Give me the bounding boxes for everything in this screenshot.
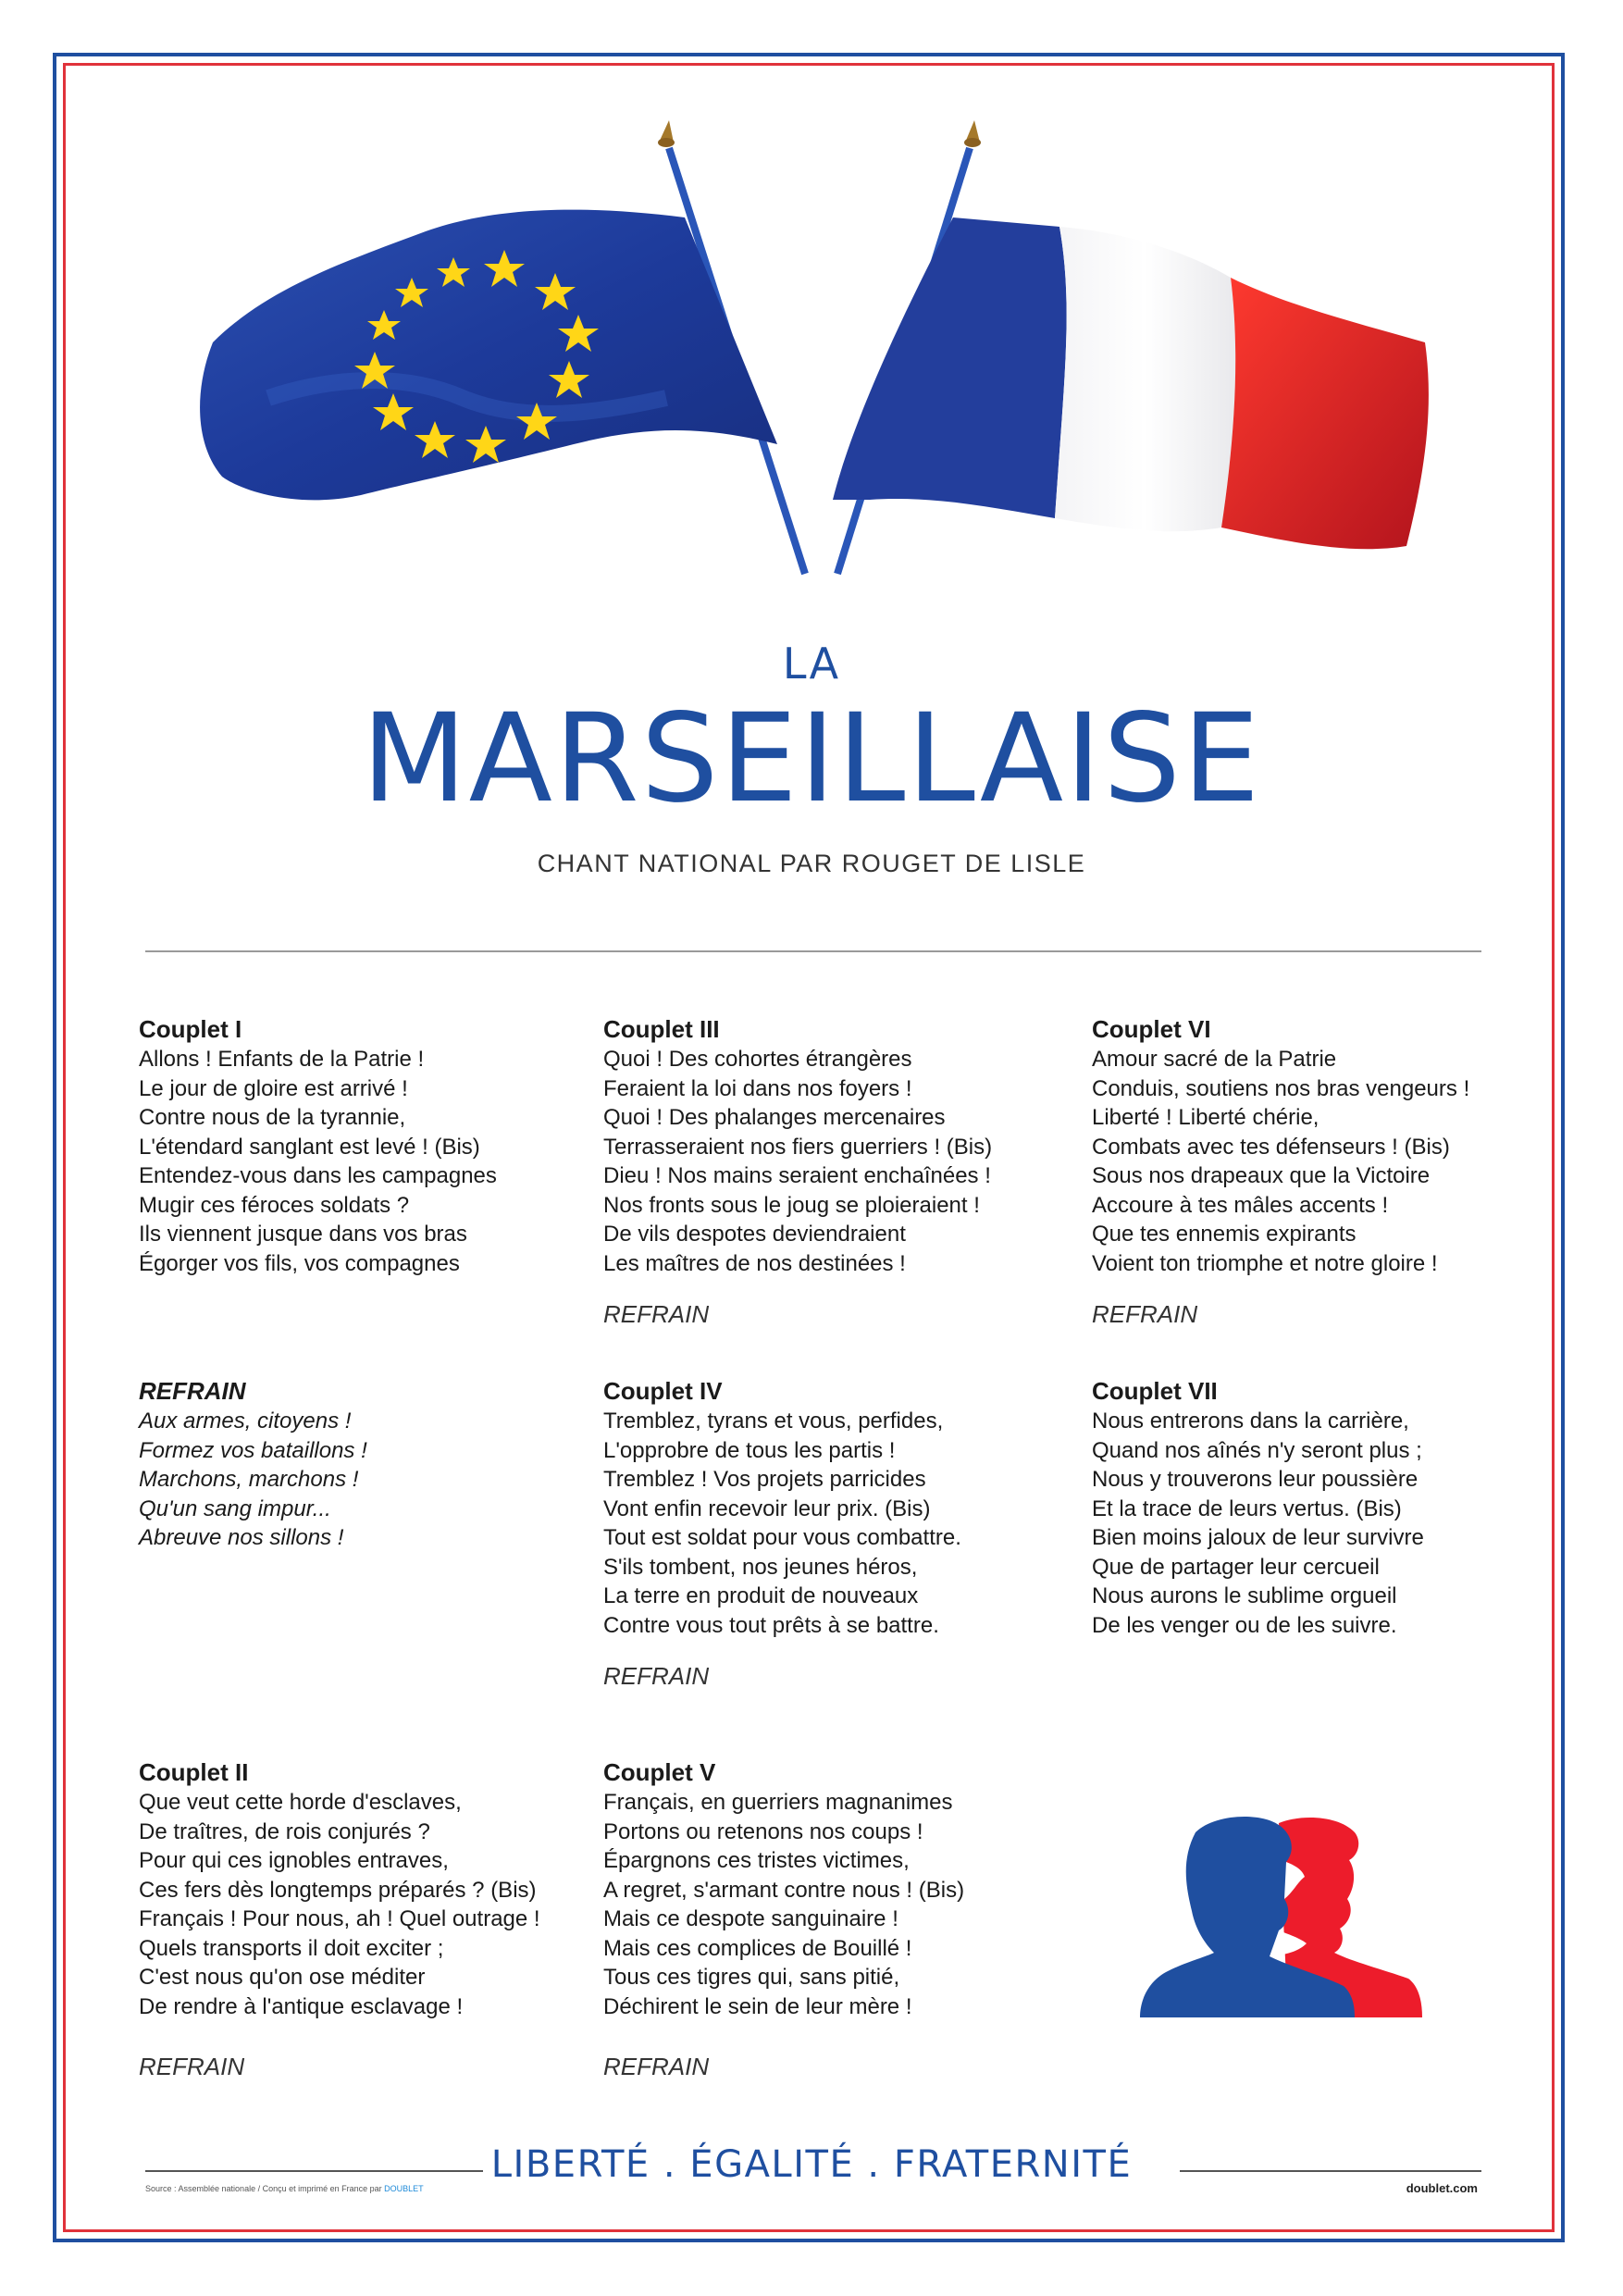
verse-line: C'est nous qu'on ose méditer xyxy=(139,1965,426,1990)
verse-line: Dieu ! Nos mains seraient enchaînées ! xyxy=(603,1163,991,1188)
refrain-tag: REFRAIN xyxy=(1092,1300,1198,1328)
verse-line: Déchirent le sein de leur mère ! xyxy=(603,1993,912,2019)
verse-line: Combats avec tes défenseurs ! (Bis) xyxy=(1092,1134,1450,1160)
verse-line: Mugir ces féroces soldats ? xyxy=(139,1192,410,1218)
verse-line: Épargnons ces tristes victimes, xyxy=(603,1848,910,1873)
verse-line: Nous entrerons dans la carrière, xyxy=(1092,1409,1409,1433)
verse-line: L'opprobre de tous les partis ! xyxy=(603,1437,896,1463)
stanza-couplet-2 xyxy=(139,1756,574,2021)
verse-line: La terre en produit de nouveaux xyxy=(603,1583,919,1608)
verse-line: Marchons, marchons ! xyxy=(139,1467,359,1492)
verse-line: Portons ou retenons nos coups ! xyxy=(603,1818,923,1844)
refrain-tag: REFRAIN xyxy=(603,1300,710,1328)
verse-line: Que de partager leur cercueil xyxy=(1092,1554,1380,1580)
stanza-title: Couplet V xyxy=(603,1758,716,1786)
stanza-title: Couplet I xyxy=(139,1015,242,1043)
eu-flag xyxy=(200,210,777,501)
stanza-couplet-6 xyxy=(1092,1013,1527,1278)
source-credit xyxy=(145,2184,424,2193)
page-title: MARSEILLAISE xyxy=(361,688,1262,830)
stanza-title: REFRAIN xyxy=(139,1377,246,1405)
verse-line: Accoure à tes mâles accents ! xyxy=(1092,1192,1389,1218)
verse-line: Aux armes, citoyens ! xyxy=(139,1409,352,1433)
refrain-tag: REFRAIN xyxy=(603,1662,710,1690)
verse-line: De traîtres, de rois conjurés ? xyxy=(139,1818,430,1844)
crossed-flags-illustration xyxy=(185,120,1438,602)
verse-line: Abreuve nos sillons ! xyxy=(139,1525,344,1550)
verse-line: Français, en guerriers magnanimes xyxy=(603,1790,953,1815)
verse-line: Quoi ! Des cohortes étrangères xyxy=(603,1047,912,1072)
verse-line: Contre nous de la tyrannie, xyxy=(139,1105,406,1130)
verse-line: Formez vos bataillons ! xyxy=(139,1437,367,1463)
verse-line: Feraient la loi dans nos foyers ! xyxy=(603,1075,912,1101)
verse-line: Nos fronts sous le joug se ploieraient ! xyxy=(603,1192,980,1218)
stanza-couplet-7 xyxy=(1092,1375,1527,1640)
verse-line: Et la trace de leurs vertus. (Bis) xyxy=(1092,1496,1402,1521)
france-flag xyxy=(833,217,1429,549)
verse-line: Liberté ! Liberté chérie, xyxy=(1092,1105,1319,1130)
verse-line: Allons ! Enfants de la Patrie ! xyxy=(139,1047,425,1072)
verse-line: Mais ce despote sanguinaire ! xyxy=(603,1906,898,1931)
verse-line: Tremblez, tyrans et vous, perfides, xyxy=(603,1409,944,1433)
header-divider xyxy=(145,950,1481,952)
verse-line: Quand nos aînés n'y seront plus ; xyxy=(1092,1437,1422,1463)
verse-line: Sous nos drapeaux que la Victoire xyxy=(1092,1163,1431,1188)
verse-line: De vils despotes deviendraient xyxy=(603,1222,906,1247)
verse-line: Qu'un sang impur... xyxy=(139,1496,331,1521)
brand-name: DOUBLET xyxy=(384,2184,424,2193)
verse-line: Ces fers dès longtemps préparés ? (Bis) xyxy=(139,1877,537,1903)
source-text: Source : Assemblée nationale / Conçu et imprimé en France par xyxy=(145,2184,385,2193)
refrain-tag: REFRAIN xyxy=(603,2053,710,2080)
verse-line: De rendre à l'antique esclavage ! xyxy=(139,1993,464,2019)
stanza-title: Couplet VI xyxy=(1092,1015,1211,1043)
verse-line: De les venger ou de les suivre. xyxy=(1092,1612,1397,1638)
stanza-couplet-4 xyxy=(603,1375,1038,1640)
verse-line: Quoi ! Des phalanges mercenaires xyxy=(603,1105,946,1130)
verse-line: Conduis, soutiens nos bras vengeurs ! xyxy=(1092,1075,1470,1101)
stanza-refrain xyxy=(139,1375,574,1553)
stanza-title: Couplet III xyxy=(603,1015,720,1043)
verse-line: Bien moins jaloux de leur survivre xyxy=(1092,1525,1424,1550)
verse-line: Voient ton triomphe et notre gloire ! xyxy=(1092,1250,1438,1276)
verse-line: Vont enfin recevoir leur prix. (Bis) xyxy=(603,1496,931,1521)
stanza-couplet-5 xyxy=(603,1756,1038,2021)
verse-line: Que veut cette horde d'esclaves, xyxy=(139,1790,462,1815)
verse-line: Égorger vos fils, vos compagnes xyxy=(139,1250,460,1276)
verse-line: Français ! Pour nous, ah ! Quel outrage ! xyxy=(139,1906,540,1931)
footer-motto: LIBERTÉ . ÉGALITÉ . FRATERNITÉ xyxy=(490,2143,1133,2186)
verse-line: Pour qui ces ignobles entraves, xyxy=(139,1848,449,1873)
verse-line: Le jour de gloire est arrivé ! xyxy=(139,1075,408,1101)
page-subtitle: CHANT NATIONAL PAR ROUGET DE LISLE xyxy=(537,850,1086,877)
verse-line: Contre vous tout prêts à se battre. xyxy=(603,1612,939,1638)
verse-line: Tout est soldat pour vous combattre. xyxy=(603,1525,961,1550)
website-link[interactable]: doublet.com xyxy=(1406,2181,1478,2195)
verse-line: Terrasseraient nos fiers guerriers ! (Bis) xyxy=(603,1134,993,1160)
verse-line: Tous ces tigres qui, sans pitié, xyxy=(603,1965,900,1990)
verse-line: S'ils tombent, nos jeunes héros, xyxy=(603,1554,918,1580)
title-small: LA xyxy=(782,639,841,689)
verse-line: Les maîtres de nos destinées ! xyxy=(603,1250,906,1276)
verse-line: Tremblez ! Vos projets parricides xyxy=(603,1467,926,1492)
verse-line: Quels transports il doit exciter ; xyxy=(139,1935,444,1961)
verse-line: Ils viennent jusque dans vos bras xyxy=(139,1222,467,1247)
stanza-couplet-1 xyxy=(139,1013,574,1278)
marianne-logo xyxy=(1140,1814,1422,2017)
verse-line: Que tes ennemis expirants xyxy=(1092,1222,1357,1247)
verse-line: L'étendard sanglant est levé ! (Bis) xyxy=(139,1134,480,1160)
stanza-title: Couplet II xyxy=(139,1758,249,1786)
stanza-title: Couplet IV xyxy=(603,1377,723,1405)
stanza-title: Couplet VII xyxy=(1092,1377,1218,1405)
refrain-tag: REFRAIN xyxy=(139,2053,245,2080)
verse-line: Mais ces complices de Bouillé ! xyxy=(603,1935,912,1961)
verse-line: Nous aurons le sublime orgueil xyxy=(1092,1583,1397,1608)
verse-line: A regret, s'armant contre nous ! (Bis) xyxy=(603,1877,965,1903)
verse-line: Entendez-vous dans les campagnes xyxy=(139,1163,497,1188)
stanza-couplet-3 xyxy=(603,1013,1038,1278)
verse-line: Amour sacré de la Patrie xyxy=(1092,1047,1337,1072)
verse-line: Nous y trouverons leur poussière xyxy=(1092,1467,1419,1492)
